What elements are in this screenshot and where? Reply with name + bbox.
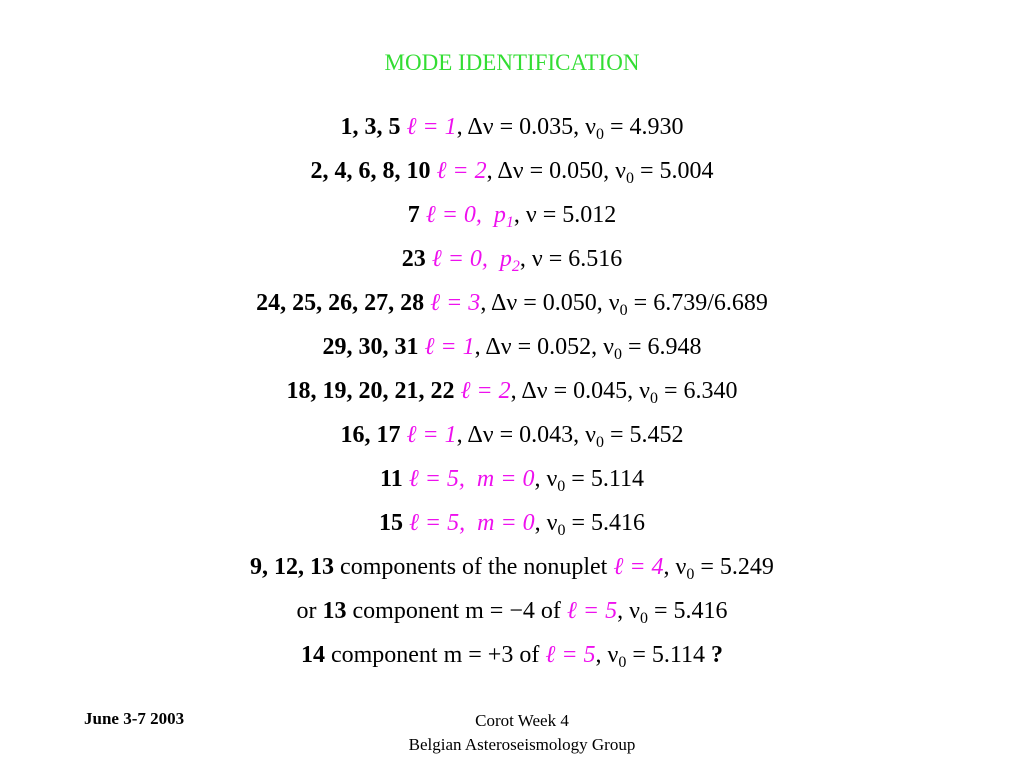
mode-rest: , Δν = 0.052, ν xyxy=(474,334,614,360)
mode-hl: ℓ = 5, m = 0 xyxy=(408,510,535,536)
mode-tail: = 5.249 xyxy=(694,554,774,580)
mode-line xyxy=(0,332,1024,362)
mode-sub: 0 xyxy=(618,654,627,671)
mode-hl: ℓ = 1 xyxy=(406,114,457,140)
mode-sub: 0 xyxy=(557,522,566,539)
mode-tail: = 6.739/6.689 xyxy=(627,290,768,316)
mode-hl: ℓ = 2 xyxy=(436,158,487,184)
mode-pre: or xyxy=(296,598,323,624)
mode-hl: ℓ = 5, m = 0 xyxy=(408,466,535,492)
mode-hl: ℓ = 5 xyxy=(545,642,596,668)
mode-line xyxy=(0,156,1024,186)
mode-line xyxy=(0,420,1024,450)
mode-sub: 0 xyxy=(614,346,622,363)
mode-modes: 18, 19, 20, 21, 22 xyxy=(286,378,455,404)
mode-sub: 0 xyxy=(596,434,604,451)
mode-modes: 29, 30, 31 xyxy=(322,334,419,360)
mode-tail: = 4.930 xyxy=(604,114,684,140)
mode-sub: 0 xyxy=(626,170,634,187)
mode-rest: , ν xyxy=(534,510,558,536)
mode-rest: , Δν = 0.045, ν xyxy=(510,378,650,404)
mode-rest: , ν = 5.012 xyxy=(513,202,617,228)
mode-rest: , ν xyxy=(534,466,558,492)
footer-date: June 3-7 2003 xyxy=(84,709,185,728)
mode-hl: ℓ = 3 xyxy=(430,290,481,316)
mode-modes: 9, 12, 13 xyxy=(250,554,335,580)
mode-sub: 0 xyxy=(650,390,658,407)
mode-modes: 24, 25, 26, 27, 28 xyxy=(256,290,425,316)
mode-line xyxy=(0,640,1024,670)
mode-rest: , ν xyxy=(595,642,619,668)
mode-hl: ℓ = 1 xyxy=(406,422,457,448)
mode-modes: 13 xyxy=(322,598,347,624)
mode-tail: = 6.948 xyxy=(622,334,702,360)
mode-line xyxy=(0,288,1024,318)
mode-modes: 11 xyxy=(380,466,403,492)
mode-tail: = 6.340 xyxy=(658,378,738,404)
mode-modes: 2, 4, 6, 8, 10 xyxy=(310,158,431,184)
mode-rest: , Δν = 0.050, ν xyxy=(480,290,620,316)
mode-text: components of the nonuplet xyxy=(334,554,614,580)
mode-modes: 7 xyxy=(407,202,420,228)
mode-hl: ℓ = 2 xyxy=(460,378,511,404)
mode-tail: = 5.416 xyxy=(647,598,728,624)
mode-sub: 0 xyxy=(619,302,628,319)
mode-rest: , Δν = 0.043, ν xyxy=(456,422,596,448)
mode-hl: ℓ = 5 xyxy=(566,598,618,624)
mode-tail: = 5.114 xyxy=(565,466,644,492)
mode-rest: , ν = 6.516 xyxy=(519,246,623,272)
mode-sub: 0 xyxy=(557,478,566,495)
mode-line xyxy=(0,552,1024,582)
mode-line xyxy=(0,112,1024,142)
mode-line xyxy=(0,508,1024,538)
mode-rest: , Δν = 0.050, ν xyxy=(486,158,626,184)
mode-hlsub: 1 xyxy=(505,214,514,231)
footer-group: Belgian Asteroseismology Group xyxy=(408,735,636,754)
mode-tail: = 5.114 xyxy=(626,642,706,668)
mode-hl: ℓ = 1 xyxy=(424,334,475,360)
footer-event-block xyxy=(0,709,1024,757)
mode-line xyxy=(0,200,1024,230)
mode-hlsub: 2 xyxy=(511,258,520,275)
mode-modes: 16, 17 xyxy=(340,422,401,448)
mode-text: component m = −4 of xyxy=(346,598,567,624)
mode-rest: , ν xyxy=(663,554,687,580)
mode-sub: 0 xyxy=(596,126,604,143)
mode-hl: ℓ = 4 xyxy=(613,554,664,580)
mode-modes: 15 xyxy=(378,510,403,536)
mode-sub: 0 xyxy=(639,610,648,627)
footer-event: Corot Week 4 xyxy=(475,711,569,730)
mode-line xyxy=(0,244,1024,274)
mode-modes: 1, 3, 5 xyxy=(340,114,401,140)
mode-modes: 14 xyxy=(300,642,325,668)
mode-rest: , Δν = 0.035, ν xyxy=(456,114,596,140)
mode-line xyxy=(0,464,1024,494)
slide-title: MODE IDENTIFICATION xyxy=(384,50,640,75)
mode-tail: = 5.452 xyxy=(604,422,684,448)
mode-line xyxy=(0,596,1024,626)
mode-q: ? xyxy=(705,642,724,668)
mode-modes: 23 xyxy=(401,246,426,272)
mode-hl: ℓ = 0, p xyxy=(431,246,512,272)
mode-hl: ℓ = 0, p xyxy=(425,202,506,228)
mode-line xyxy=(0,376,1024,406)
mode-tail: = 5.004 xyxy=(634,158,714,184)
mode-sub: 0 xyxy=(686,566,695,583)
mode-rest: , ν xyxy=(617,598,640,624)
mode-text: component m = +3 of xyxy=(324,642,546,668)
mode-tail: = 5.416 xyxy=(565,510,646,536)
